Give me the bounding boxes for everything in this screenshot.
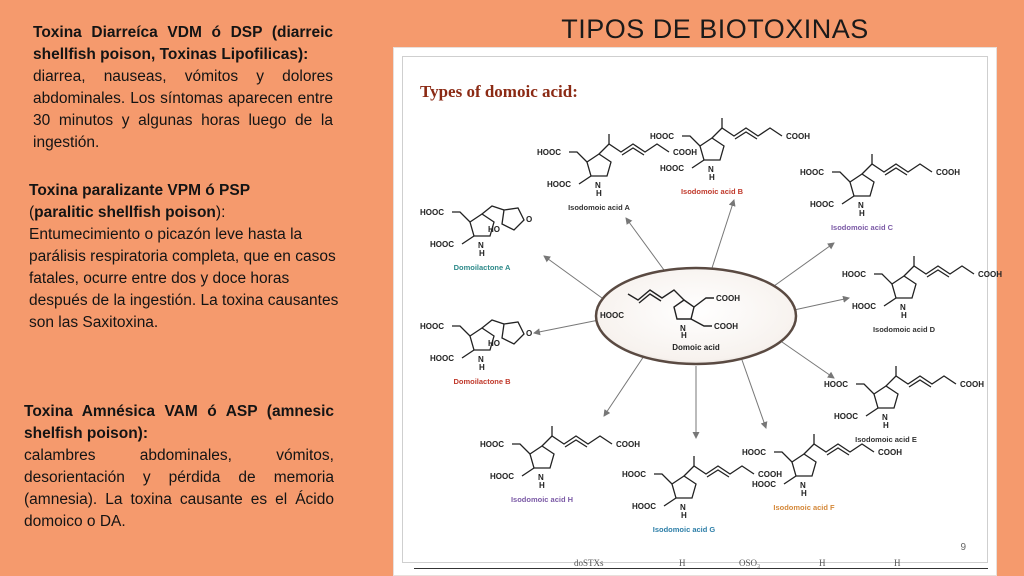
asp-body: calambres abdominales, vómitos, desorientación y pérdida de memoria (amnesia). La toxina causante es el Ácido domoico o DA. bbox=[24, 447, 334, 530]
ho-label-la: HO bbox=[488, 225, 500, 234]
molecule-d bbox=[842, 256, 1002, 334]
psp-heading-title: Toxina paralizante VPM ó PSP bbox=[29, 182, 251, 199]
cooh-label-c: COOH bbox=[936, 168, 960, 177]
dsp-text-block bbox=[33, 22, 333, 154]
psp-heading-open-paren: ( bbox=[29, 204, 35, 221]
hooc-label-2-d: HOOC bbox=[852, 302, 876, 311]
psp-heading-close-paren: ): bbox=[215, 204, 226, 221]
hooc-label-c: HOOC bbox=[800, 168, 824, 177]
dsp-body: diarrea, nauseas, vómitos y dolores abdominales. Los síntomas aparecen entre 30 minutos y algunas horas luego de la ingestión. bbox=[33, 68, 333, 151]
domoic-acid-figure bbox=[393, 47, 1002, 576]
label-e: Isodomoic acid E bbox=[855, 435, 917, 444]
molecule-c bbox=[800, 154, 960, 232]
h-label-a: H bbox=[596, 189, 602, 198]
molecule-g bbox=[622, 456, 782, 534]
cropped-table-text-3: OSO₃ bbox=[739, 558, 761, 568]
label-a: Isodomoic acid A bbox=[568, 203, 630, 212]
n-label-c: N bbox=[858, 201, 864, 210]
molecule-e bbox=[824, 366, 984, 444]
reaction-arrow-4 bbox=[794, 298, 849, 310]
reaction-arrow-8 bbox=[604, 356, 644, 416]
label-h: Isodomoic acid H bbox=[510, 495, 574, 504]
h-label-e: H bbox=[883, 421, 889, 430]
cooh-label-h: COOH bbox=[616, 440, 640, 449]
h-label-d: H bbox=[901, 311, 907, 320]
psp-text-block bbox=[29, 180, 339, 334]
h-label-g: H bbox=[681, 511, 687, 520]
cooh-label-g: COOH bbox=[758, 470, 782, 479]
cropped-table-text-5: H bbox=[894, 558, 901, 568]
asp-text-block bbox=[24, 401, 334, 533]
hooc-label-f: HOOC bbox=[742, 448, 766, 457]
cooh-label-b: COOH bbox=[786, 132, 810, 141]
structures-diagram bbox=[394, 48, 1002, 573]
n-label-lb: N bbox=[478, 355, 484, 364]
h-label-lb: H bbox=[479, 363, 485, 372]
hooc-label-a: HOOC bbox=[537, 148, 561, 157]
center-cooh-label-2: COOH bbox=[714, 322, 738, 331]
hooc-label-2-e: HOOC bbox=[834, 412, 858, 421]
n-label-h: N bbox=[538, 473, 544, 482]
hooc-label-2-la: HOOC bbox=[430, 240, 454, 249]
hooc-label-2-f: HOOC bbox=[752, 480, 776, 489]
center-h-label: H bbox=[681, 331, 687, 340]
label-lb: Domoilactone B bbox=[453, 377, 511, 386]
n-label-b: N bbox=[708, 165, 714, 174]
cropped-table-rule bbox=[414, 568, 988, 569]
hooc-label-e: HOOC bbox=[824, 380, 848, 389]
cropped-table-text-1: doSTXs bbox=[574, 558, 604, 568]
center-hooc-label: HOOC bbox=[600, 311, 624, 320]
center-cooh-label: COOH bbox=[716, 294, 740, 303]
hooc-label-2-g: HOOC bbox=[632, 502, 656, 511]
hooc-label-2-c: HOOC bbox=[810, 200, 834, 209]
reaction-arrow-2 bbox=[712, 200, 734, 268]
center-label: Domoic acid bbox=[672, 343, 720, 352]
figure-heading: Types of domoic acid: bbox=[420, 82, 578, 101]
cooh-label-a: COOH bbox=[673, 148, 697, 157]
molecule-a bbox=[537, 134, 697, 212]
dsp-heading: Toxina Diarreíca VDM ó DSP (diarreic shellfish poison, Toxinas Lipofilicas): bbox=[33, 24, 333, 63]
reaction-arrow-6 bbox=[742, 360, 766, 428]
cooh-label-d: COOH bbox=[978, 270, 1002, 279]
reaction-arrow-5 bbox=[782, 342, 834, 378]
reaction-arrow-3 bbox=[774, 243, 834, 286]
cropped-table-text-4: H bbox=[819, 558, 826, 568]
label-b: Isodomoic acid B bbox=[680, 187, 744, 196]
hooc-label-la: HOOC bbox=[420, 208, 444, 217]
n-label-g: N bbox=[680, 503, 686, 512]
hooc-label-2-lb: HOOC bbox=[430, 354, 454, 363]
molecule-lb bbox=[420, 320, 532, 386]
slide-title: TIPOS DE BIOTOXINAS bbox=[561, 14, 869, 44]
hooc-label-g: HOOC bbox=[622, 470, 646, 479]
n-label-a: N bbox=[595, 181, 601, 190]
psp-body: Entumecimiento o picazón leve hasta la parálisis respiratoria completa, que en casos fatales, ocurre entre dos y doce horas después de la ingestión. La toxina causantes son las Saxitoxina. bbox=[29, 226, 339, 331]
page-number: 9 bbox=[960, 542, 966, 553]
h-label-h: H bbox=[539, 481, 545, 490]
label-f: Isodomoic acid F bbox=[773, 503, 835, 512]
o-label-lb: O bbox=[526, 329, 533, 338]
label-d: Isodomoic acid D bbox=[872, 325, 936, 334]
hooc-label-2-a: HOOC bbox=[547, 180, 571, 189]
hooc-label-2-b: HOOC bbox=[660, 164, 684, 173]
molecule-h bbox=[480, 426, 640, 504]
hooc-label-h: HOOC bbox=[480, 440, 504, 449]
hooc-label-b: HOOC bbox=[650, 132, 674, 141]
hooc-label-d: HOOC bbox=[842, 270, 866, 279]
reaction-arrow-10 bbox=[534, 320, 599, 333]
reaction-arrow-9 bbox=[544, 256, 602, 298]
h-label-f: H bbox=[801, 489, 807, 498]
n-label-f: N bbox=[800, 481, 806, 490]
cooh-label-f: COOH bbox=[878, 448, 902, 457]
center-n-label: N bbox=[680, 324, 686, 333]
h-label-c: H bbox=[859, 209, 865, 218]
n-label-la: N bbox=[478, 241, 484, 250]
molecule-structures bbox=[420, 118, 1002, 534]
label-g: Isodomoic acid G bbox=[652, 525, 716, 534]
n-label-e: N bbox=[882, 413, 888, 422]
h-label-b: H bbox=[709, 173, 715, 182]
psp-heading bbox=[29, 180, 339, 224]
reaction-arrow-1 bbox=[626, 218, 664, 270]
asp-heading: Toxina Amnésica VAM ó ASP (amnesic shelfish poison): bbox=[24, 403, 334, 442]
cooh-label-e: COOH bbox=[960, 380, 984, 389]
hooc-label-2-h: HOOC bbox=[490, 472, 514, 481]
label-c: Isodomoic acid C bbox=[830, 223, 894, 232]
hooc-label-lb: HOOC bbox=[420, 322, 444, 331]
psp-heading-english: paralitic shellfish poison bbox=[34, 204, 216, 221]
molecule-b bbox=[650, 118, 810, 196]
n-label-d: N bbox=[900, 303, 906, 312]
label-la: Domoilactone A bbox=[453, 263, 511, 272]
h-label-la: H bbox=[479, 249, 485, 258]
molecule-la bbox=[420, 206, 532, 272]
ho-label-lb: HO bbox=[488, 339, 500, 348]
o-label-la: O bbox=[526, 215, 533, 224]
cropped-table-text-2: H bbox=[679, 558, 686, 568]
